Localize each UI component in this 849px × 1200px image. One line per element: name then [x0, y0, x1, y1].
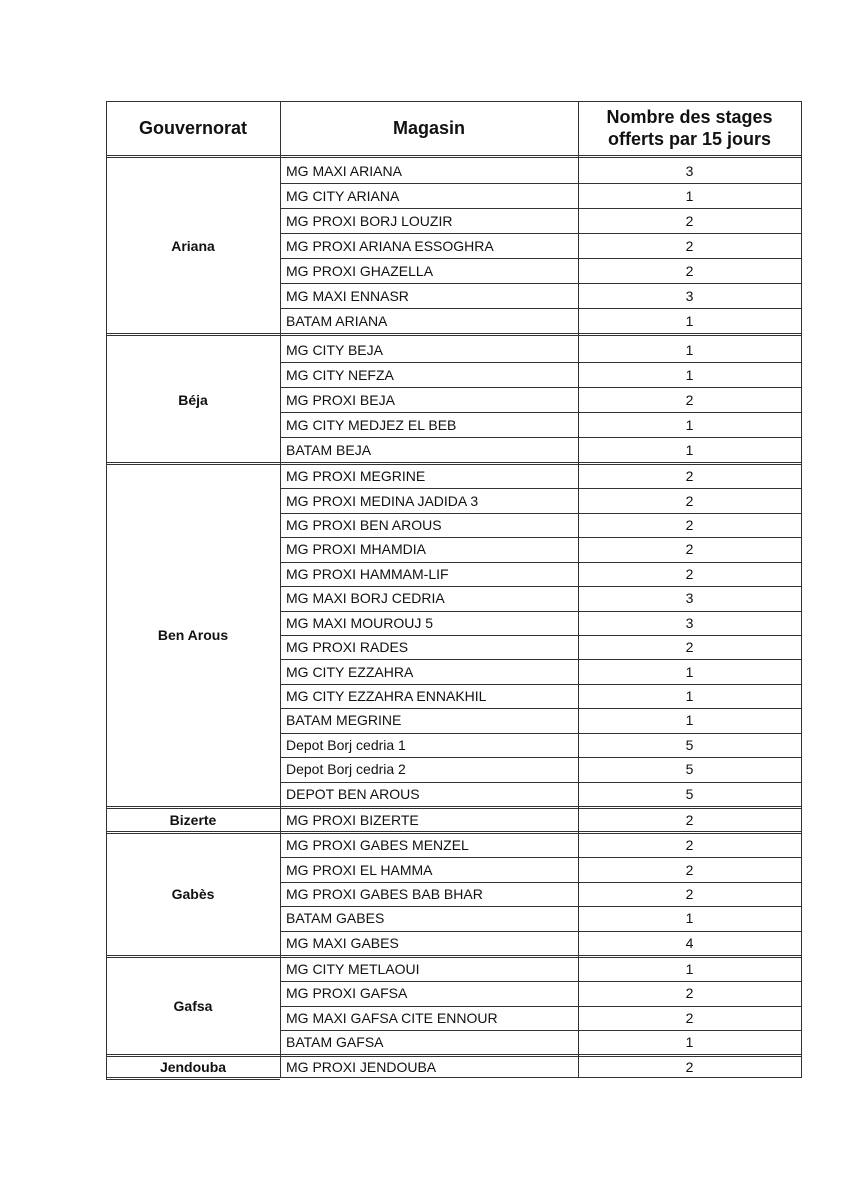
header-magasin-label: Magasin — [392, 118, 466, 138]
row-divider — [280, 586, 802, 587]
nombre-cell: 1 — [685, 416, 694, 433]
table-left-border — [106, 101, 107, 1080]
group-divider — [106, 1056, 802, 1057]
magasin-cell: MG PROXI ARIANA ESSOGHRA — [286, 237, 494, 254]
gouvernorat-cell — [106, 158, 280, 333]
nombre-cell: 2 — [685, 885, 694, 902]
magasin-cell: MG PROXI GAFSA — [286, 985, 408, 1002]
gouvernorat-label: Bizerte — [169, 811, 217, 828]
group-divider — [106, 1054, 802, 1055]
nombre-cell: 3 — [685, 162, 694, 179]
magasin-cell: MG PROXI EL HAMMA — [286, 861, 433, 878]
magasin-cell: MG PROXI JENDOUBA — [286, 1058, 437, 1075]
magasin-cell: Depot Borj cedria 1 — [286, 736, 406, 753]
magasin-cell: MG PROXI BORJ LOUZIR — [286, 212, 453, 229]
magasin-cell: MG PROXI GABES MENZEL — [286, 837, 469, 854]
gouvernorat-label: Gafsa — [173, 997, 213, 1014]
magasin-cell: MG PROXI BIZERTE — [286, 811, 419, 828]
gouvernorat-cell — [106, 1056, 280, 1077]
nombre-cell: 2 — [685, 517, 694, 534]
gouvernorat-label: Ariana — [171, 237, 215, 254]
group-divider — [106, 1079, 280, 1080]
gouvernorat-label: Ben Arous — [157, 627, 229, 643]
gouvernorat-cell — [106, 808, 280, 831]
nombre-cell: 1 — [685, 688, 694, 705]
row-divider — [280, 488, 802, 489]
header-magasin — [280, 101, 578, 155]
magasin-cell: MG MAXI ENNASR — [286, 287, 409, 304]
nombre-cell: 1 — [685, 712, 694, 729]
nombre-cell: 5 — [685, 736, 694, 753]
nombre-cell: 1 — [685, 961, 694, 978]
magasin-cell: DEPOT BEN AROUS — [286, 785, 420, 802]
header-nombre-line2: offerts par 15 jours — [607, 129, 772, 149]
gouvernorat-label: Gabès — [171, 886, 215, 902]
nombre-cell: 2 — [685, 212, 694, 229]
group-divider — [106, 462, 802, 463]
magasin-cell: MG PROXI MEDINA JADIDA 3 — [286, 492, 479, 509]
group-divider — [106, 335, 802, 336]
magasin-cell: MG PROXI GABES BAB BHAR — [286, 885, 483, 902]
group-divider — [106, 955, 802, 956]
row-divider — [280, 1006, 802, 1007]
row-divider — [280, 782, 802, 783]
gouvernorat-label: Jendouba — [159, 1058, 227, 1075]
nombre-cell: 2 — [685, 391, 694, 408]
nombre-cell: 1 — [685, 910, 694, 927]
nombre-cell: 3 — [685, 287, 694, 304]
magasin-cell: BATAM GABES — [286, 910, 385, 927]
row-divider — [280, 183, 802, 184]
magasin-cell: MG CITY EZZAHRA ENNAKHIL — [286, 688, 487, 705]
header-gouvernorat — [106, 101, 280, 155]
gouvernorat-cell — [106, 957, 280, 1054]
row-divider — [280, 537, 802, 538]
magasin-cell: Depot Borj cedria 2 — [286, 761, 406, 778]
nombre-cell: 2 — [685, 262, 694, 279]
row-divider — [280, 412, 802, 413]
gouvernorat-cell — [106, 464, 280, 806]
row-divider — [280, 233, 802, 234]
nombre-cell: 3 — [685, 614, 694, 631]
nombre-cell: 2 — [685, 639, 694, 656]
magasin-cell: BATAM GAFSA — [286, 1033, 384, 1050]
magasin-cell: MG PROXI MEGRINE — [286, 468, 426, 485]
row-divider — [280, 684, 802, 685]
group-divider — [106, 957, 802, 958]
row-divider — [280, 757, 802, 758]
magasin-cell: MG MAXI MOUROUJ 5 — [286, 614, 434, 631]
row-divider — [280, 931, 802, 932]
row-divider — [280, 513, 802, 514]
nombre-cell: 1 — [685, 366, 694, 383]
row-divider — [280, 1030, 802, 1031]
magasin-cell: MG PROXI GHAZELLA — [286, 262, 434, 279]
magasin-cell: MG CITY ARIANA — [286, 187, 400, 204]
nombre-cell: 2 — [685, 492, 694, 509]
magasin-cell: MG MAXI BORJ CEDRIA — [286, 590, 445, 607]
nombre-cell: 2 — [685, 565, 694, 582]
nombre-cell: 5 — [685, 761, 694, 778]
nombre-cell: 2 — [685, 811, 694, 828]
nombre-cell: 2 — [685, 837, 694, 854]
nombre-cell: 1 — [685, 312, 694, 329]
row-divider — [280, 308, 802, 309]
row-divider — [280, 708, 802, 709]
row-divider — [280, 258, 802, 259]
row-divider — [280, 283, 802, 284]
nombre-cell: 2 — [685, 985, 694, 1002]
row-divider — [280, 387, 802, 388]
magasin-cell: MG CITY MEDJEZ EL BEB — [286, 416, 457, 433]
magasin-cell: BATAM ARIANA — [286, 312, 388, 329]
magasin-cell: MG MAXI GAFSA CITE ENNOUR — [286, 1009, 498, 1026]
row-divider — [280, 733, 802, 734]
row-divider — [280, 882, 802, 883]
group-divider — [106, 833, 802, 834]
magasin-cell: MG PROXI BEJA — [286, 391, 395, 408]
row-divider — [280, 635, 802, 636]
gouvernorat-cell — [106, 337, 280, 462]
group-divider — [106, 1077, 802, 1078]
nombre-cell: 1 — [685, 341, 694, 358]
magasin-cell: MG PROXI RADES — [286, 639, 409, 656]
nombre-cell: 1 — [685, 1033, 694, 1050]
nombre-cell: 2 — [685, 1058, 694, 1075]
magasin-cell: MG PROXI BEN AROUS — [286, 517, 442, 534]
nombre-cell: 2 — [685, 237, 694, 254]
magasin-cell: MG MAXI GABES — [286, 934, 399, 951]
magasin-cell: MG CITY BEJA — [286, 341, 383, 358]
group-divider — [106, 333, 802, 334]
table-right-border — [801, 101, 802, 1078]
magasin-cell: MG PROXI HAMMAM-LIF — [286, 565, 449, 582]
row-divider — [280, 857, 802, 858]
nombre-cell: 5 — [685, 785, 694, 802]
column-divider — [280, 101, 281, 1078]
group-divider — [106, 464, 802, 465]
magasin-cell: MG CITY NEFZA — [286, 366, 394, 383]
nombre-cell: 2 — [685, 861, 694, 878]
header-gouvernorat-label: Gouvernorat — [138, 118, 248, 138]
row-divider — [280, 562, 802, 563]
nombre-cell: 1 — [685, 187, 694, 204]
row-divider — [280, 659, 802, 660]
magasin-cell: MG PROXI MHAMDIA — [286, 541, 427, 558]
magasin-cell: BATAM BEJA — [286, 441, 372, 458]
nombre-cell: 1 — [685, 441, 694, 458]
row-divider — [280, 208, 802, 209]
header-nombre — [578, 101, 801, 155]
magasin-cell: BATAM MEGRINE — [286, 712, 402, 729]
row-divider — [280, 437, 802, 438]
nombre-cell: 2 — [685, 1009, 694, 1026]
row-divider — [280, 906, 802, 907]
group-divider — [106, 808, 802, 809]
row-divider — [280, 362, 802, 363]
header-divider — [106, 157, 802, 158]
magasin-cell: MG MAXI ARIANA — [286, 162, 402, 179]
header-divider — [106, 155, 802, 156]
row-divider — [280, 981, 802, 982]
column-divider — [578, 101, 579, 1078]
nombre-cell: 3 — [685, 590, 694, 607]
group-divider — [106, 831, 802, 832]
magasin-cell: MG CITY EZZAHRA — [286, 663, 414, 680]
nombre-cell: 2 — [685, 541, 694, 558]
nombre-cell: 2 — [685, 468, 694, 485]
nombre-cell: 4 — [685, 934, 694, 951]
gouvernorat-cell — [106, 833, 280, 955]
row-divider — [280, 611, 802, 612]
magasin-cell: MG CITY METLAOUI — [286, 961, 420, 978]
gouvernorat-label: Béja — [178, 391, 208, 408]
nombre-cell: 1 — [685, 663, 694, 680]
group-divider — [106, 806, 802, 807]
header-nombre-line1: Nombre des stages — [606, 107, 773, 127]
table-top-border — [106, 101, 802, 102]
